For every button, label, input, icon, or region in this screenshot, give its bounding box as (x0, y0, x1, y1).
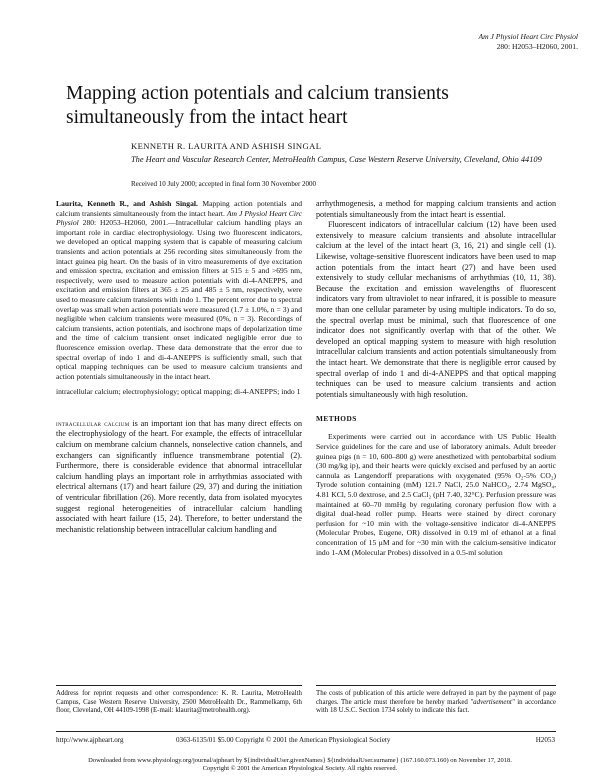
copyright-line: Copyright © 2001 the American Physiological Society. All rights reserved. (202, 764, 398, 772)
page-charges-footnote (316, 690, 556, 716)
download-line: Downloaded from www.physiology.org/journal/ajpheart by ${individualUser.givenNames} ${individualUser.surname} (167.160.073.160) on November 17, 2018. (88, 757, 512, 764)
footer-rule (56, 731, 556, 732)
body-paragraph-2: Fluorescent indicators of intracellular calcium (12) have been used extensively to measure calcium transients and absolute intracellular calcium at the level of the intact heart (3, 16, 21) and single cell (1). Likewise, voltage-sensitive fluorescent indicators have been used to map action potentials from the intact heart (27) and have been used extensively to study cellular mechanisms of arrhythmias (10, 11, 38). Because the excitation and emission wavelengths of fluorescent indicators vary from ultraviolet to near infrared, it is possible to measure more than one cellular parameter by using multiple indicators. To do so, the spectral overlap must be minimal, such that fluorescence of one indicator does not significantly overlap with that of the other. We developed an optical mapping system to measure with high resolution intracellular calcium transients and action potentials simultaneously from the intact heart. We demonstrate that there is negligible error caused by spectral overlap of indo 1 and di-4-ANEPPS and that optical mapping techniques can be used to measure calcium transients and action potentials simultaneously with high resolution. (316, 220, 556, 399)
intro-lead: intracellular calcium (56, 418, 130, 428)
methods-heading: METHODS (316, 414, 357, 424)
intro-text: is an important ion that has many direct effects on the electrophysiology of the heart. For example, the effects of intracellular calcium on membrane calcium channels, nonselective cation channels, and exchangers can significantly influence transmembrane potential (2). Furthermore, there is considerable evidence that abnormal intracellular calcium handling plays an important role in arrhythmias associated with electrical alternans (17) and heart failure (29, 37) and during the initiation of ventricular fibrillation (26). More recently, data from isolated myocytes suggest regional heterogeneities of intracellular calcium handling associated with heart failure (15, 24). Therefore, to better understand the mechanistic relationship between intracellular calcium handling and (56, 418, 302, 534)
right-column (316, 199, 556, 557)
methods-paragraph: Experiments were carried out in accordance with US Public Health Service guidelines for the care and use of laboratory animals. Adult breeder guinea pigs (n = 10, 600–800 g) were anesthetized with pentobarbital sodium (30 mg/kg ip), and their hearts were quickly excised and perfused by an aortic cannula as Langendorff preparations with oxygenated (95% O₂-5% CO₂) Tyrode solution containing (mM) 121.7 NaCl, 25.0 NaHCO₃, 2.74 MgSO₄, 4.81 KCl, 5.0 dextrose, and 2.5 CaCl₂ (pH 7.40, 32°C). Perfusion pressure was maintained at 60–70 mmHg by regulating coronary perfusion flow with a digital dual-head roller pump. Hearts were stained by direct coronary perfusion for ~10 min with the voltage-sensitive indicator di-4-ANEPPS (Molecular Probes, Eugene, OR) dissolved in 0.19 ml of ethanol at a final concentration of 15 μM and for ~30 min with the calcium-sensitive indicator indo 1-AM (Molecular Probes) dissolved in a 0.5-ml solution (316, 432, 556, 557)
abstract-lead: Mapping action potentials and calcium transients simultaneously from the intact heart. (56, 199, 302, 218)
correspondence-footnote: Address for reprint requests and other correspondence: K. R. Laurita, MetroHealth Campus, Case Western Reserve University, 2500 MetroHealth Dr., Rammelkamp, 6th floor, Cleveland, OH 44109-1998 (E-mail: klaurita@metrohealth.org). (56, 690, 302, 715)
page-charges-text: The costs of publication of this article were defrayed in part by the payment of page charges. The article must therefore be hereby marked (316, 690, 556, 706)
download-notice (0, 757, 600, 773)
article-title: Mapping action potentials and calcium transients simultaneously from the intact heart (66, 83, 449, 128)
introduction-paragraph (56, 419, 302, 536)
footnote-rule-left (56, 685, 302, 686)
abstract-journal: Am J Physiol Heart Circ Physiol (56, 208, 302, 228)
keywords: intracellular calcium; electrophysiology; optical mapping; di-4-ANEPPS; indo 1 (56, 387, 301, 397)
affiliation: The Heart and Vascular Research Center, MetroHealth Campus, Case Western Reserve University, Cleveland, Ohio 44109 (131, 155, 542, 164)
abstract-authors: Laurita, Kenneth R., and Ashish Singal. (56, 199, 198, 208)
advertisement-term: "advertisement" (470, 698, 515, 706)
page-charges-text-end: in accordance with 18 U.S.C. Section 1734 solely to indicate this fact. (316, 698, 556, 715)
received-dates: Received 10 July 2000; accepted in final form 30 November 2000 (131, 180, 317, 188)
abstract-text: 280: H2053–H2060, 2001.—Intracellular calcium handling plays an important role in cardiac electrophysiology. Using two fluorescent indicators, we developed an optical mapping system that is capable of measuring calcium transients and action potentials at 256 recording sites simultaneously from the intact guinea pig heart. On the basis of in vitro measurements of dye excitation and emission spectra, excitation and emission filters at 515 ± 5 and >695 nm, respectively, were used to measure action potentials with di-4-ANEPPS, and excitation and emission filters at 365 ± 25 and 485 ± 5 nm, respectively, were used to measure calcium transients with indo 1. The percent error due to spectral overlap was small when action potentials were measured (1.7 ± 1.0%, n = 3) and negligible when calcium transients were measured (0%, n = 3). Recordings of calcium transients, action potentials, and isochrone maps of depolarization time and the time of calcium transient onset indicated negligible error due to fluorescence emission overlap. These data demonstrate that the error due to spectral overlap of indo 1 and di-4-ANEPPS is sufficiently small, such that optical mapping techniques can be used to measure calcium transients and action potentials simultaneously in the intact heart. (56, 218, 302, 381)
journal-name: Am J Physiol Heart Circ Physiol (478, 32, 578, 41)
page-number: H2053 (535, 736, 555, 744)
abstract (56, 199, 302, 381)
author-list: KENNETH R. LAURITA AND ASHISH SINGAL (131, 141, 322, 151)
footnote-rule-right (316, 685, 556, 686)
journal-reference (479, 32, 578, 51)
journal-citation: 280: H2053–H2060, 2001. (496, 41, 578, 51)
issn-copyright: 0363-6135/01 $5.00 Copyright © 2001 the American Physiological Society (176, 736, 391, 744)
body-paragraph-1: arrhythmogenesis, a method for mapping calcium transients and action potentials simultaneously from the intact heart is essential. (316, 199, 556, 219)
journal-url[interactable]: http://www.ajpheart.org (56, 736, 124, 744)
left-column (56, 199, 302, 535)
